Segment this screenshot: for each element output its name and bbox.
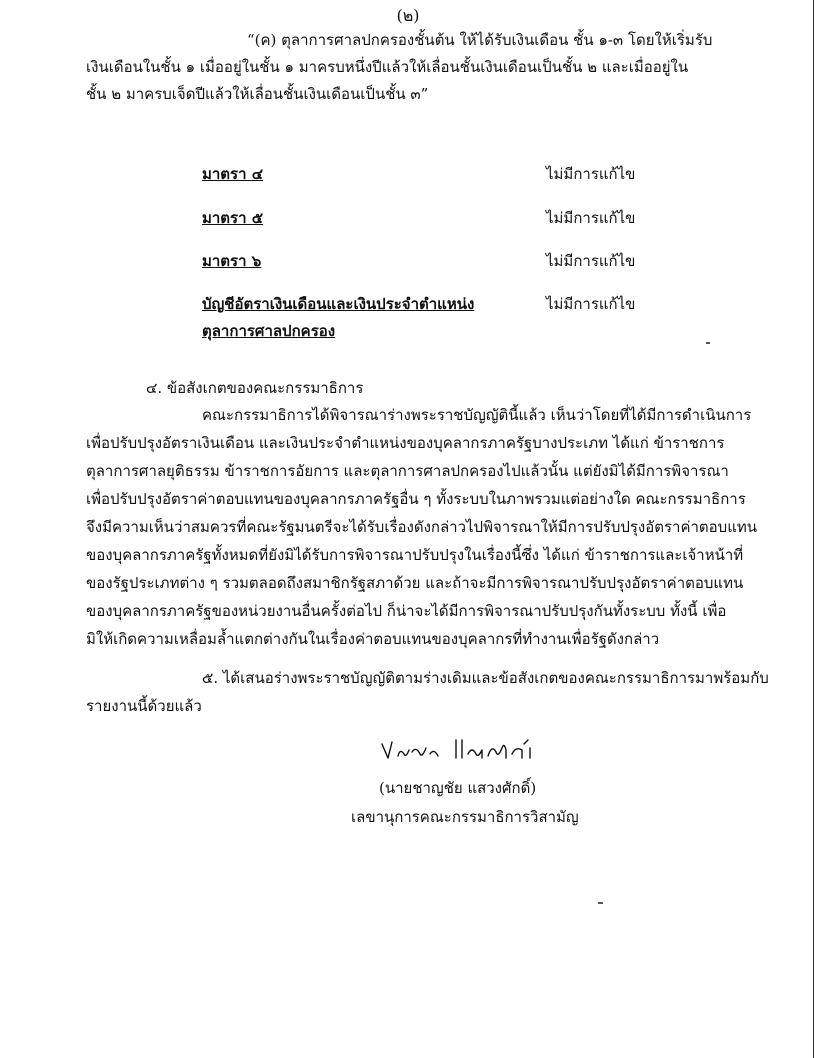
item5-line-1: ๕. ได้เสนอร่างพระราชบัญญัติตามร่างเดิมและข้อสังเกตของคณะกรรมาธิการมาพร้อมกับ bbox=[202, 669, 769, 687]
item4-line: ของบุคลากรภาครัฐทั้งหมดที่ยังมิได้รับการพิจารณาปรับปรุงในเรื่องนี้ซึ่ง ได้แก่ ข้าราชการและเจ้าหน้าที่ bbox=[86, 546, 744, 564]
section-status-salary-table: ไม่มีการแก้ไข bbox=[546, 295, 636, 313]
item4-line: ของรัฐประเภทต่าง ๆ รวมตลอดถึงสมาชิกรัฐสภาด้วย และถ้าจะมีการพิจารณาปรับปรุงอัตราค่าตอบแทน bbox=[86, 574, 744, 592]
item4-heading: ๔. ข้อสังเกตของคณะกรรมาธิการ bbox=[146, 379, 364, 397]
item4-line: เพื่อปรับปรุงอัตราค่าตอบแทนของบุคลากรภาครัฐอื่น ๆ ทั้งระบบในภาพรวมแต่อย่างใด คณะกรรมาธิการ bbox=[86, 490, 746, 508]
item4-line: เพื่อปรับปรุงอัตราเงินเดือน และเงินประจำตำแหน่งของบุคลากรภาครัฐบางประเภท ได้แก่ ข้าราชการ bbox=[86, 434, 725, 452]
section-status-4: ไม่มีการแก้ไข bbox=[546, 165, 636, 183]
handwritten-signature bbox=[376, 736, 556, 766]
signatory-name: (นายชาญชัย แสวงศักดิ์) bbox=[379, 779, 537, 797]
item4-line: คณะกรรมาธิการได้พิจารณาร่างพระราชบัญญัตินี้แล้ว เห็นว่าโดยที่ได้มีการดำเนินการ bbox=[202, 406, 752, 424]
item4-line: ของบุคลากรภาครัฐของหน่วยงานอื่นครั้งต่อไป ก็น่าจะได้มีการพิจารณาปรับปรุงกันทั้งระบบ ทั้งนี้ เพื่อ bbox=[86, 602, 727, 620]
section-label-salary-table-2: ตุลาการศาลปกครอง bbox=[202, 322, 336, 340]
section-status-5: ไม่มีการแก้ไข bbox=[546, 209, 636, 227]
scan-speck bbox=[706, 342, 710, 344]
page-edge bbox=[813, 0, 814, 1058]
section-label-5: มาตรา ๕ bbox=[202, 209, 264, 227]
signatory-title: เลขานุการคณะกรรมาธิการวิสามัญ bbox=[351, 808, 579, 826]
quote-line-1: “(ค) ตุลาการศาลปกครองชั้นต้น ให้ได้รับเงินเดือน ชั้น ๑-๓ โดยให้เริ่มรับ bbox=[247, 31, 713, 49]
page-number: (๒) bbox=[396, 6, 420, 25]
quote-line-3: ชั้น ๒ มาครบเจ็ดปีแล้วให้เลื่อนชั้นเงินเดือนเป็นชั้น ๓” bbox=[86, 85, 429, 103]
item4-line: จึงมีความเห็นว่าสมควรที่คณะรัฐมนตรีจะได้รับเรื่องดังกล่าวไปพิจารณาให้มีการปรับปรุงอัตราค่าตอบแทน bbox=[86, 518, 758, 536]
item4-line: มิให้เกิดความเหลื่อมล้ำแตกต่างกันในเรื่องค่าตอบแทนของบุคลากรที่ทำงานเพื่อรัฐดังกล่าว bbox=[86, 630, 660, 648]
section-label-4: มาตรา ๔ bbox=[202, 165, 264, 183]
quote-line-2: เงินเดือนในชั้น ๑ เมื่ออยู่ในชั้น ๑ มาครบหนึ่งปีแล้วให้เลื่อนชั้นเงินเดือนเป็นชั้น ๒ และเมื่ออยู่ใน bbox=[86, 58, 689, 76]
item4-line: ตุลาการศาลยุติธรรม ข้าราชการอัยการ และตุลาการศาลปกครองไปแล้วนั้น แต่ยังมิได้มีการพิจารณา bbox=[86, 462, 729, 480]
section-status-6: ไม่มีการแก้ไข bbox=[546, 252, 636, 270]
section-label-salary-table: บัญชีอัตราเงินเดือนและเงินประจำตำแหน่ง bbox=[202, 295, 475, 313]
item5-line-2: รายงานนี้ด้วยแล้ว bbox=[86, 697, 202, 715]
scan-speck bbox=[598, 902, 603, 904]
section-label-6: มาตรา ๖ bbox=[202, 252, 262, 270]
